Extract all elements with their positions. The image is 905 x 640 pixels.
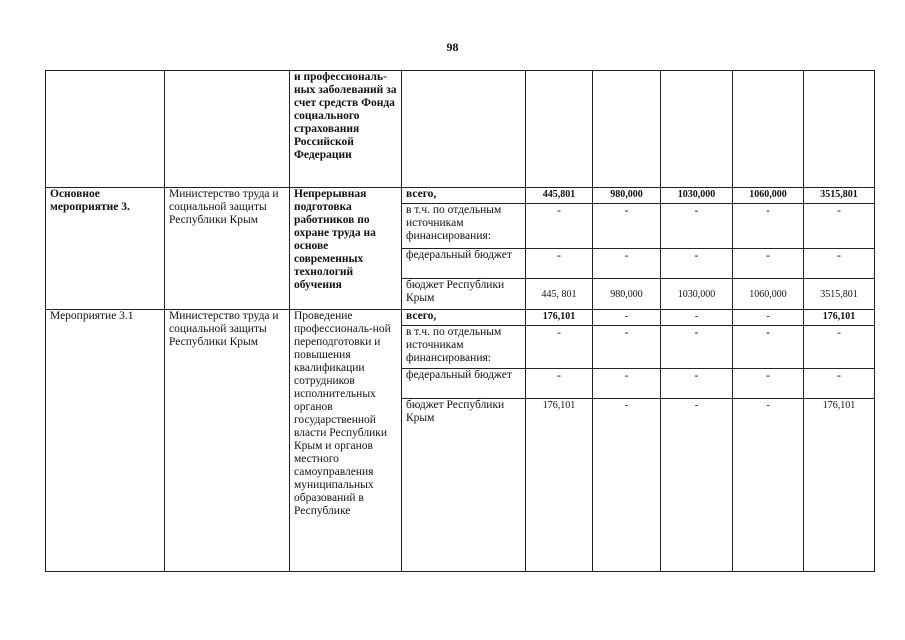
value-cell: 980,000 — [593, 188, 661, 204]
executor-cell — [165, 71, 290, 188]
value-cell: - — [661, 369, 733, 399]
value-cell — [593, 71, 661, 188]
value-cell: 3515,801 — [804, 279, 875, 310]
event-executor: Министерство труда и социальной защиты Республики Крым — [165, 188, 290, 310]
value-cell: - — [733, 204, 804, 249]
value-cell: - — [593, 326, 661, 369]
value-cell: 176,101 — [804, 310, 875, 326]
value-cell: - — [733, 399, 804, 572]
value-cell: - — [526, 369, 593, 399]
value-cell: - — [733, 310, 804, 326]
value-cell: - — [733, 369, 804, 399]
continuation-row — [46, 71, 875, 188]
value-cell: 176,101 — [526, 399, 593, 572]
event-name: Непрерывная подготовка работников по охране труда на основе современных технологий обучения — [290, 188, 402, 310]
value-cell — [733, 71, 804, 188]
value-cell: - — [593, 249, 661, 279]
value-cell: - — [593, 204, 661, 249]
source-label: всего, — [402, 188, 526, 204]
value-cell — [804, 71, 875, 188]
value-cell: 3515,801 — [804, 188, 875, 204]
value-cell: - — [593, 369, 661, 399]
value-cell: - — [804, 204, 875, 249]
source-label: федеральный бюджет — [402, 249, 526, 279]
source-cell — [402, 71, 526, 188]
value-cell: 176,101 — [804, 399, 875, 572]
event-title-cell — [46, 71, 165, 188]
value-cell: - — [526, 204, 593, 249]
source-label: бюджет Республики Крым — [402, 279, 526, 310]
financing-table — [45, 70, 875, 572]
value-cell: - — [661, 326, 733, 369]
value-cell: - — [661, 399, 733, 572]
event-name: Проведение профессиональ-ной переподготовки и повышения квалификации сотрудников исполнительных органов государственной власти Республики Крым и органов местного самоуправления муниципальных образований в Республике — [290, 310, 402, 572]
value-cell: - — [661, 249, 733, 279]
source-label: бюджет Республики Крым — [402, 399, 526, 572]
value-cell: - — [593, 399, 661, 572]
value-cell: - — [804, 249, 875, 279]
value-cell: 445,801 — [526, 188, 593, 204]
source-label: в т.ч. по отдельным источникам финансирования: — [402, 204, 526, 249]
table-row — [46, 188, 875, 204]
value-cell: 1060,000 — [733, 279, 804, 310]
value-cell: 1030,000 — [661, 279, 733, 310]
value-cell: 176,101 — [526, 310, 593, 326]
value-cell: - — [526, 326, 593, 369]
value-cell: - — [661, 204, 733, 249]
value-cell: 1030,000 — [661, 188, 733, 204]
event-executor: Министерство труда и социальной защиты Республики Крым — [165, 310, 290, 572]
value-cell: - — [661, 310, 733, 326]
value-cell: 980,000 — [593, 279, 661, 310]
event-title: Мероприятие 3.1 — [46, 310, 165, 572]
value-cell: 1060,000 — [733, 188, 804, 204]
value-cell — [661, 71, 733, 188]
page-number: 98 — [446, 40, 459, 54]
source-label: в т.ч. по отдельным источникам финансирования: — [402, 326, 526, 369]
table-row — [46, 310, 875, 326]
event-name-cell: и профессиональ-ных заболеваний за счет средств Фонда социального страхования Российской Федерации — [290, 71, 402, 188]
value-cell: - — [526, 249, 593, 279]
value-cell — [526, 71, 593, 188]
value-cell: - — [804, 369, 875, 399]
source-label: федеральный бюджет — [402, 369, 526, 399]
value-cell: - — [593, 310, 661, 326]
event-title: Основное мероприятие 3. — [46, 188, 165, 310]
value-cell: - — [733, 249, 804, 279]
value-cell: 445, 801 — [526, 279, 593, 310]
source-label: всего, — [402, 310, 526, 326]
value-cell: - — [733, 326, 804, 369]
value-cell: - — [804, 326, 875, 369]
